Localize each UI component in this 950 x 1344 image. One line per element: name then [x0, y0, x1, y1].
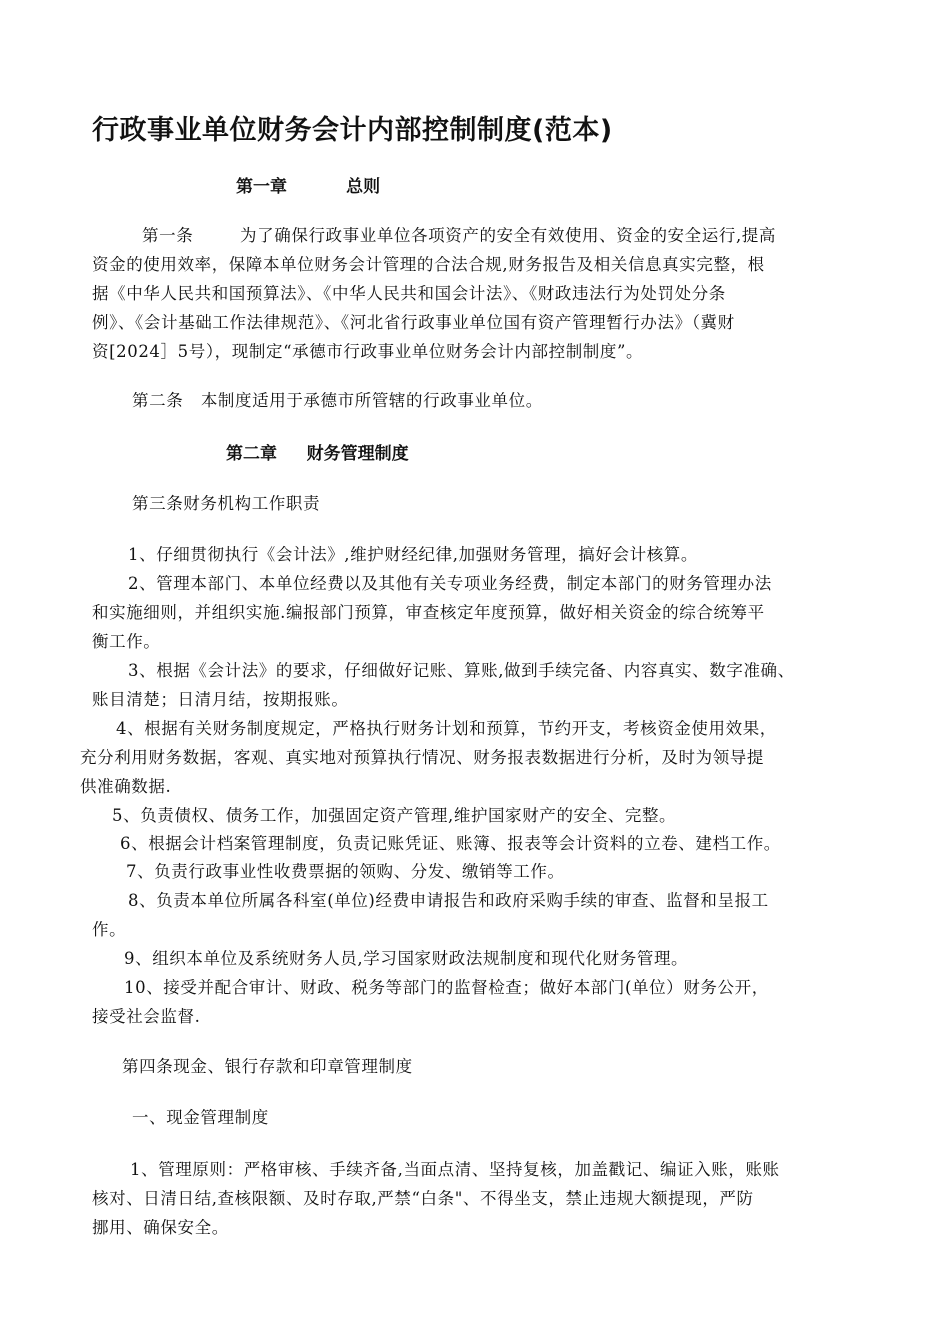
item-3-line-2: 账目清楚；日清月结，按期报账。: [92, 690, 349, 709]
item-3-line-1: 3、根据《会计法》的要求，仔细做好记账、算账,做到手续完备、内容真实、数字准确、: [128, 661, 795, 680]
article-2: 第二条 本制度适用于承德市所管辖的行政事业单位。: [132, 391, 543, 410]
item-8-line-2: 作。: [92, 920, 127, 939]
item-4-line-1: 4、根据有关财务制度规定，严格执行财务计划和预算，节约开支，考核资金使用效果，: [116, 719, 777, 738]
item-9: 9、组织本单位及系统财务人员,学习国家财政法规制度和现代化财务管理。: [124, 949, 689, 968]
item-1: 1、仔细贯彻执行《会计法》,维护财经纪律,加强财务管理，搞好会计核算。: [128, 545, 698, 564]
item-4-line-3: 供准确数据.: [80, 777, 172, 796]
article-1-line-5: 资[2024］5号），现制定“承德市行政事业单位财务会计内部控制制度”。: [92, 342, 644, 361]
document-title: 行政事业单位财务会计内部控制制度(范本): [92, 115, 613, 146]
cash-rule-1-line-2: 核对、日清日结,查核限额、及时存取,严禁“白条"、不得坐支，禁止违规大额提现，严防: [92, 1189, 754, 1208]
item-5: 5、负责债权、债务工作，加强固定资产管理,维护国家财产的安全、完整。: [112, 806, 677, 825]
item-2-line-2: 和实施细则，并组织实施.编报部门预算，审查核定年度预算，做好相关资金的综合统筹平: [92, 603, 765, 622]
article-1-line-4: 例》、《会计基础工作法律规范》、《河北省行政事业单位国有资产管理暂行办法》（冀财: [92, 313, 735, 332]
chapter-2-heading: 第二章 财务管理制度: [226, 444, 409, 464]
article-1-line-2: 资金的使用效率，保障本单位财务会计管理的合法合规,财务报告及相关信息真实完整，根: [92, 255, 765, 274]
article-4-heading: 第四条现金、银行存款和印章管理制度: [122, 1057, 413, 1076]
item-2-line-1: 2、管理本部门、本单位经费以及其他有关专项业务经费，制定本部门的财务管理办法: [128, 574, 772, 593]
item-6: 6、根据会计档案管理制度，负责记账凭证、账簿、报表等会计资料的立卷、建档工作。: [120, 834, 781, 853]
item-2-line-3: 衡工作。: [92, 632, 161, 651]
section-1-heading: 一、现金管理制度: [132, 1108, 269, 1127]
item-7: 7、负责行政事业性收费票据的领购、分发、缴销等工作。: [126, 862, 565, 881]
article-3-heading: 第三条财务机构工作职责: [132, 494, 321, 513]
article-1-line-3: 据《中华人民共和国预算法》、《中华人民共和国会计法》、《财政违法行为处罚处分条: [92, 284, 726, 303]
item-10-line-2: 接受社会监督.: [92, 1007, 201, 1026]
chapter-1-heading: 第一章 总则: [236, 177, 381, 197]
item-8-line-1: 8、负责本单位所属各科室(单位)经费申请报告和政府采购手续的审查、监督和呈报工: [128, 891, 769, 910]
item-10-line-1: 10、接受并配合审计、财政、税务等部门的监督检查；做好本部门(单位）财务公开，: [124, 978, 769, 997]
cash-rule-1-line-3: 挪用、确保安全。: [92, 1218, 229, 1237]
cash-rule-1-line-1: 1、管理原则：严格审核、手续齐备,当面点清、坚持复核，加盖戳记、编证入账，账账: [130, 1160, 780, 1179]
item-4-line-2: 充分利用财务数据，客观、真实地对预算执行情况、财务报表数据进行分析，及时为领导提: [80, 748, 764, 767]
article-1-line-1: 第一条 为了确保行政事业单位各项资产的安全有效使用、资金的安全运行,提高: [142, 226, 777, 245]
